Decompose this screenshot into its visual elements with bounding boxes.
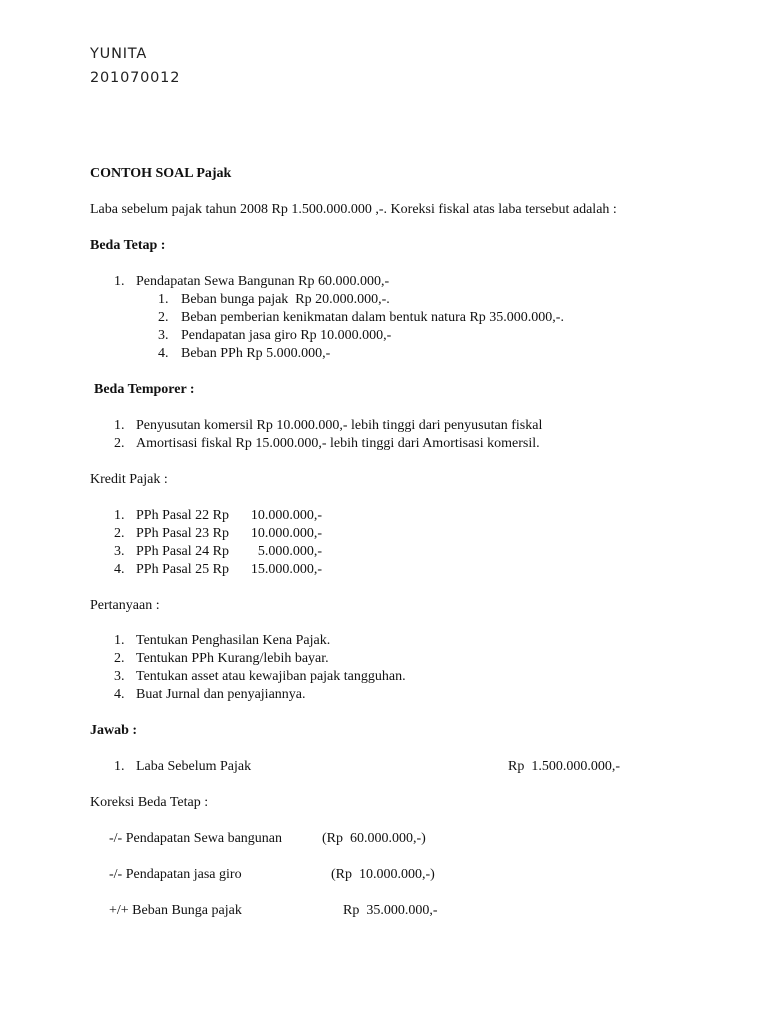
list-item-label: PPh Pasal 25 Rp	[136, 562, 229, 577]
list-item-label: PPh Pasal 23 Rp	[136, 526, 229, 541]
list-item: Penyusutan komersil Rp 10.000.000,- lebih tinggi dari penyusutan fiskal	[136, 418, 543, 433]
list-item: Buat Jurnal dan penyajiannya.	[136, 687, 306, 702]
koreksi-label: +/+ Beban Bunga pajak	[109, 903, 242, 918]
koreksi-amount: (Rp 60.000.000,-)	[322, 831, 426, 846]
list-number: 1.	[114, 274, 125, 289]
intro-paragraph: Laba sebelum pajak tahun 2008 Rp 1.500.000.000 ,-. Koreksi fiskal atas laba tersebut adalah :	[90, 202, 617, 217]
list-item-amount: 5.000.000,-	[257, 544, 322, 559]
list-number: 1.	[114, 633, 125, 648]
beda-temporer-heading: Beda Temporer :	[94, 382, 195, 397]
list-item: Tentukan Penghasilan Kena Pajak.	[136, 633, 331, 648]
list-item: Tentukan PPh Kurang/lebih bayar.	[136, 651, 329, 666]
koreksi-label: -/- Pendapatan jasa giro	[109, 867, 242, 882]
list-number: 4.	[114, 562, 125, 577]
list-number: 1.	[114, 508, 125, 523]
beda-tetap-heading: Beda Tetap :	[90, 238, 166, 253]
koreksi-label: -/- Pendapatan Sewa bangunan	[109, 831, 282, 846]
list-number: 3.	[114, 669, 125, 684]
list-item-label: PPh Pasal 24 Rp	[136, 544, 229, 559]
sub-list-number: 3.	[158, 328, 169, 343]
list-item: Pendapatan Sewa Bangunan Rp 60.000.000,-	[136, 274, 390, 289]
sub-list-item: Beban PPh Rp 5.000.000,-	[181, 346, 331, 361]
koreksi-heading: Koreksi Beda Tetap :	[90, 795, 209, 810]
list-number: 1.	[114, 418, 125, 433]
list-number: 1.	[114, 759, 125, 774]
list-item: Laba Sebelum Pajak	[136, 759, 252, 774]
jawab-heading: Jawab :	[90, 723, 138, 738]
pertanyaan-heading: Pertanyaan :	[90, 598, 160, 613]
sub-list-number: 4.	[158, 346, 169, 361]
author-name: YUNITA	[90, 46, 148, 62]
list-number: 4.	[114, 687, 125, 702]
sub-list-item: Beban pemberian kenikmatan dalam bentuk natura Rp 35.000.000,-.	[181, 310, 564, 325]
list-number: 2.	[114, 436, 125, 451]
list-number: 3.	[114, 544, 125, 559]
list-number: 2.	[114, 526, 125, 541]
list-item-amount: 10.000.000,-	[250, 526, 322, 541]
list-item-label: PPh Pasal 22 Rp	[136, 508, 229, 523]
sub-list-number: 2.	[158, 310, 169, 325]
sub-list-number: 1.	[158, 292, 169, 307]
list-item: Amortisasi fiskal Rp 15.000.000,- lebih tinggi dari Amortisasi komersil.	[136, 436, 540, 451]
koreksi-amount: Rp 35.000.000,-	[343, 903, 438, 918]
koreksi-amount: (Rp 10.000.000,-)	[331, 867, 435, 882]
list-item: Tentukan asset atau kewajiban pajak tangguhan.	[136, 669, 406, 684]
document-title: CONTOH SOAL Pajak	[90, 166, 232, 181]
list-item-amount: 15.000.000,-	[250, 562, 322, 577]
author-id: 201070012	[90, 70, 181, 86]
sub-list-item: Pendapatan jasa giro Rp 10.000.000,-	[181, 328, 392, 343]
list-item-amount: 10.000.000,-	[250, 508, 322, 523]
list-item-amount: Rp 1.500.000.000,-	[508, 759, 620, 774]
list-number: 2.	[114, 651, 125, 666]
kredit-pajak-heading: Kredit Pajak :	[90, 472, 168, 487]
sub-list-item: Beban bunga pajak Rp 20.000.000,-.	[181, 292, 390, 307]
